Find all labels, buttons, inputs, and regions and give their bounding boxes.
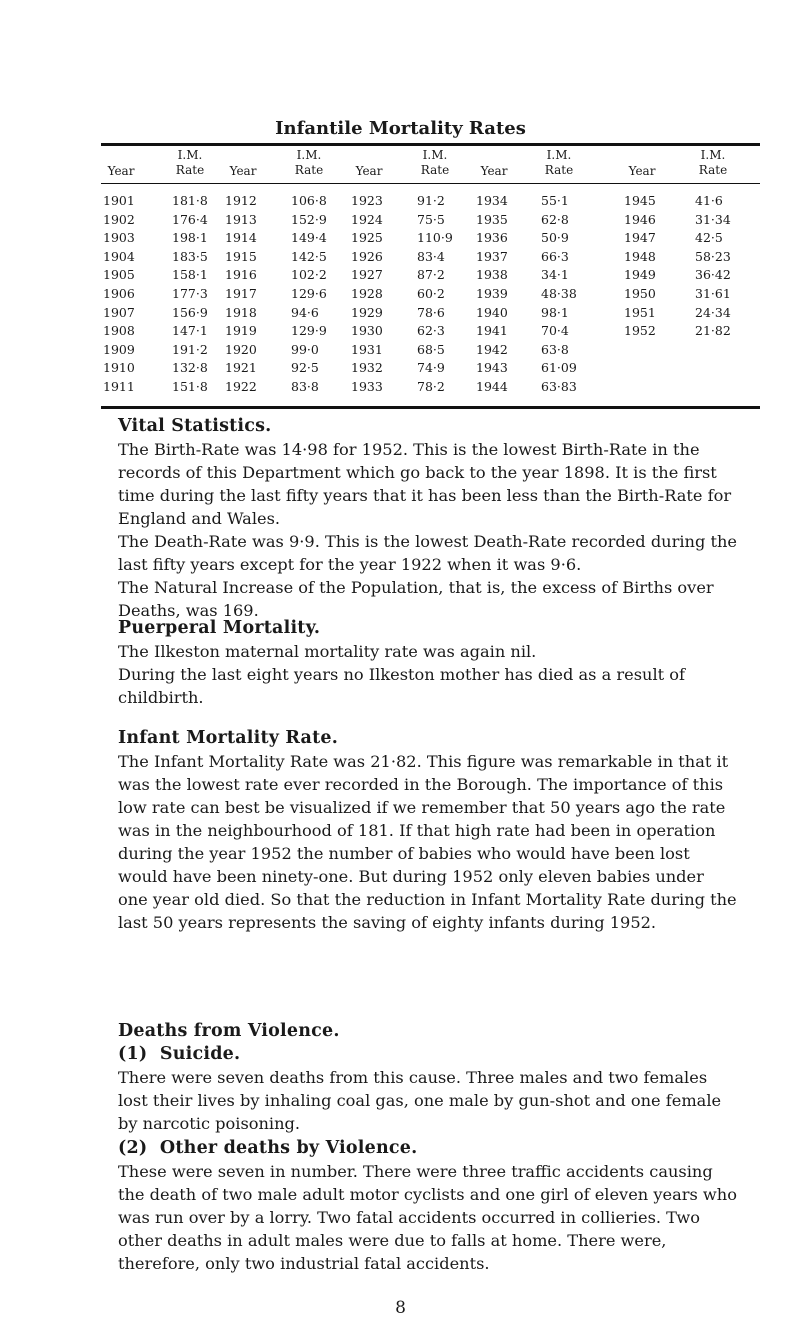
table-cell-year: 1943	[476, 360, 508, 376]
table-cell-rate: 191·2	[172, 341, 208, 357]
table-cell-year: 1903	[103, 230, 135, 246]
table-cell-year: 1939	[476, 286, 508, 301]
table-cell-year: 1929	[351, 304, 383, 320]
column-header-rate-bottom: Rate	[698, 163, 728, 177]
table-cell-rate: 78·6	[417, 304, 445, 320]
table-cell-year: 1920	[225, 341, 257, 357]
table-cell-rate: 177·3	[172, 286, 208, 301]
table-cell-year: 1917	[225, 286, 257, 301]
table-cell-year: 1922	[225, 379, 257, 394]
table-cell-rate: 21·82	[695, 323, 731, 339]
table-cell-year: 1923	[351, 193, 383, 208]
column-header-rate	[529, 148, 589, 178]
table-cell-rate: 61·09	[541, 360, 577, 376]
table-cell-year: 1938	[476, 267, 508, 283]
table-cell-rate: 63·83	[541, 379, 577, 394]
column-header-year: Year	[355, 164, 383, 178]
column-header-rate-top: I.M.	[177, 148, 203, 162]
table-cell-year: 1945	[624, 193, 656, 208]
table-cell-rate: 31·61	[695, 286, 731, 301]
table-cell-rate: 181·8	[172, 193, 208, 208]
table-cell-year: 1919	[225, 323, 257, 339]
table-cell-year: 1941	[476, 323, 508, 339]
table-cell-year: 1949	[624, 267, 656, 283]
table-cell-rate: 87·2	[417, 267, 445, 283]
table-cell-year: 1950	[624, 286, 656, 301]
vital-statistics-heading: Vital Statistics.	[118, 416, 272, 436]
table-cell-year: 1911	[103, 379, 135, 394]
table-bottom-rule	[101, 406, 760, 409]
vital-statistics-paragraph: The Birth-Rate was 14·98 for 1952. This is the lowest Birth-Rate in the records of this Department which go back to the year 1898. It is the first time during the last fifty years that it has been less than the Birth-Rate for England and Wales.	[118, 440, 732, 528]
table-cell-year: 1935	[476, 211, 508, 227]
puerperal-mortality-section	[118, 617, 738, 709]
table-cell-rate: 62·8	[541, 211, 569, 227]
table-cell-year: 1930	[351, 323, 383, 339]
table-cell-rate: 92·5	[291, 360, 319, 376]
column-header-rate	[683, 148, 743, 178]
table-cell-year: 1933	[351, 379, 383, 394]
table-cell-rate: 151·8	[172, 379, 208, 394]
column-header-rate-bottom: Rate	[294, 163, 324, 177]
table-cell-rate: 60·2	[417, 286, 445, 301]
table-cell-rate: 110·9	[417, 230, 453, 246]
table-cell-rate: 98·1	[541, 304, 569, 320]
table-cell-year: 1944	[476, 379, 508, 394]
column-header-year: Year	[107, 164, 135, 178]
table-cell-year: 1937	[476, 248, 508, 264]
table-cell-rate: 24·34	[695, 304, 731, 320]
table-cell-year: 1914	[225, 230, 257, 246]
table-cell-rate: 152·9	[291, 211, 327, 227]
column-header-year: Year	[628, 164, 656, 178]
table-cell-year: 1904	[103, 248, 135, 264]
column-header-rate-top: I.M.	[700, 148, 726, 162]
table-cell-rate: 94·6	[291, 304, 319, 320]
table-cell-year: 1908	[103, 323, 135, 339]
vital-statistics-paragraph: The Natural Increase of the Population, that is, the excess of Births over Deaths, was 169.	[118, 578, 714, 620]
column-header-rate	[279, 148, 339, 178]
table-cell-year: 1921	[225, 360, 257, 376]
table-cell-year: 1909	[103, 341, 135, 357]
table-cell-year: 1924	[351, 211, 383, 227]
table-cell-rate: 63·8	[541, 341, 569, 357]
table-cell-rate: 102·2	[291, 267, 327, 283]
table-cell-rate: 48·38	[541, 286, 577, 301]
table-cell-year: 1902	[103, 211, 135, 227]
table-cell-year: 1901	[103, 193, 135, 208]
other-violence-paragraph: These were seven in number. There were three traffic accidents causing the death of two male adult motor cyclists and one girl of eleven years who was run over by a lorry. Two fatal accidents occurred in collieries. Two other deaths in adult males were due to falls at home. There were, therefore, only two industrial fatal accidents.	[118, 1162, 737, 1273]
table-cell-rate: 129·6	[291, 286, 327, 301]
table-cell-year: 1931	[351, 341, 383, 357]
table-cell-rate: 42·5	[695, 230, 723, 246]
column-header-rate-bottom: Rate	[420, 163, 450, 177]
table-cell-rate: 34·1	[541, 267, 569, 283]
table-cell-rate: 149·4	[291, 230, 327, 246]
column-header-rate-bottom: Rate	[175, 163, 205, 177]
vital-statistics-section	[118, 415, 738, 622]
table-cell-rate: 58·23	[695, 248, 731, 264]
column-header-rate-top: I.M.	[546, 148, 572, 162]
page-number: 8	[395, 1298, 406, 1318]
puerperal-paragraph: The Ilkeston maternal mortality rate was again nil.	[118, 642, 537, 661]
deaths-violence-heading: Deaths from Violence.	[118, 1021, 340, 1041]
table-cell-year: 1934	[476, 193, 508, 208]
other-violence-heading: (2) Other deaths by Violence.	[118, 1138, 418, 1158]
table-cell-rate: 50·9	[541, 230, 569, 246]
table-cell-rate: 183·5	[172, 248, 208, 264]
table-cell-year: 1918	[225, 304, 257, 320]
table-cell-rate: 78·2	[417, 379, 445, 394]
table-cell-rate: 156·9	[172, 304, 208, 320]
table-cell-rate: 129·9	[291, 323, 327, 339]
table-cell-year: 1906	[103, 286, 135, 301]
table-cell-rate: 158·1	[172, 267, 208, 283]
column-header-rate-top: I.M.	[422, 148, 448, 162]
column-header-rate-top: I.M.	[296, 148, 322, 162]
table-top-rule	[101, 143, 760, 146]
table-cell-rate: 62·3	[417, 323, 445, 339]
table-cell-year: 1913	[225, 211, 257, 227]
table-title: Infantile Mortality Rates	[275, 118, 526, 139]
table-cell-rate: 55·1	[541, 193, 569, 208]
table-cell-rate: 68·5	[417, 341, 445, 357]
table-cell-year: 1916	[225, 267, 257, 283]
column-header-rate	[405, 148, 465, 178]
column-header-rate-bottom: Rate	[544, 163, 574, 177]
table-cell-year: 1925	[351, 230, 383, 246]
table-cell-rate: 83·8	[291, 379, 319, 394]
column-header-rate	[160, 148, 220, 178]
table-cell-year: 1927	[351, 267, 383, 283]
puerperal-mortality-heading: Puerperal Mortality.	[118, 618, 321, 638]
table-cell-year: 1910	[103, 360, 135, 376]
infant-mortality-paragraph: The Infant Mortality Rate was 21·82. This figure was remarkable in that it was the lowest rate ever recorded in the Borough. The importance of this low rate can best be visualized if we remember that 50 years ago the rate was in the neighbourhood of 181. If that high rate had been in operation during the year 1952 the number of babies who would have been lost would have been ninety-one. But during 1952 only eleven babies under one year old died. So that the reduction in Infant Mortality Rate during the last 50 years represents the saving of eighty infants during 1952.	[118, 752, 737, 932]
infant-mortality-section	[118, 727, 738, 934]
table-header-rule	[101, 183, 760, 184]
puerperal-paragraph: During the last eight years no Ilkeston mother has died as a result of childbirth.	[118, 665, 686, 707]
table-cell-year: 1905	[103, 267, 135, 283]
table-cell-year: 1936	[476, 230, 508, 246]
column-header-year: Year	[229, 164, 257, 178]
deaths-violence-section	[118, 1020, 738, 1275]
table-cell-rate: 132·8	[172, 360, 208, 376]
table-cell-year: 1942	[476, 341, 508, 357]
table-cell-rate: 91·2	[417, 193, 445, 208]
table-cell-year: 1947	[624, 230, 656, 246]
table-cell-rate: 99·0	[291, 341, 319, 357]
table-cell-year: 1952	[624, 323, 656, 339]
table-cell-rate: 31·34	[695, 211, 731, 227]
table-cell-rate: 36·42	[695, 267, 731, 283]
table-cell-rate: 176·4	[172, 211, 208, 227]
table-cell-year: 1912	[225, 193, 257, 208]
column-header-year: Year	[480, 164, 508, 178]
table-cell-rate: 83·4	[417, 248, 445, 264]
table-cell-rate: 142·5	[291, 248, 327, 264]
table-cell-rate: 147·1	[172, 323, 208, 339]
vital-statistics-paragraph: The Death-Rate was 9·9. This is the lowest Death-Rate recorded during the last fifty years except for the year 1922 when it was 9·6.	[118, 532, 737, 574]
table-cell-year: 1907	[103, 304, 135, 320]
table-cell-year: 1926	[351, 248, 383, 264]
infant-mortality-heading: Infant Mortality Rate.	[118, 728, 338, 748]
suicide-paragraph: There were seven deaths from this cause. Three males and two females lost their lives by inhaling coal gas, one male by gun-shot and one female by narcotic poisoning.	[118, 1068, 722, 1133]
table-cell-year: 1946	[624, 211, 656, 227]
table-cell-year: 1932	[351, 360, 383, 376]
table-cell-year: 1928	[351, 286, 383, 301]
table-cell-rate: 74·9	[417, 360, 445, 376]
table-cell-rate: 198·1	[172, 230, 208, 246]
table-cell-year: 1940	[476, 304, 508, 320]
table-cell-year: 1915	[225, 248, 257, 264]
table-cell-rate: 70·4	[541, 323, 569, 339]
table-cell-rate: 75·5	[417, 211, 445, 227]
table-cell-year: 1951	[624, 304, 656, 320]
table-cell-year: 1948	[624, 248, 656, 264]
table-cell-rate: 66·3	[541, 248, 569, 264]
table-cell-rate: 106·8	[291, 193, 327, 208]
suicide-heading: (1) Suicide.	[118, 1044, 241, 1064]
table-cell-rate: 41·6	[695, 193, 723, 208]
